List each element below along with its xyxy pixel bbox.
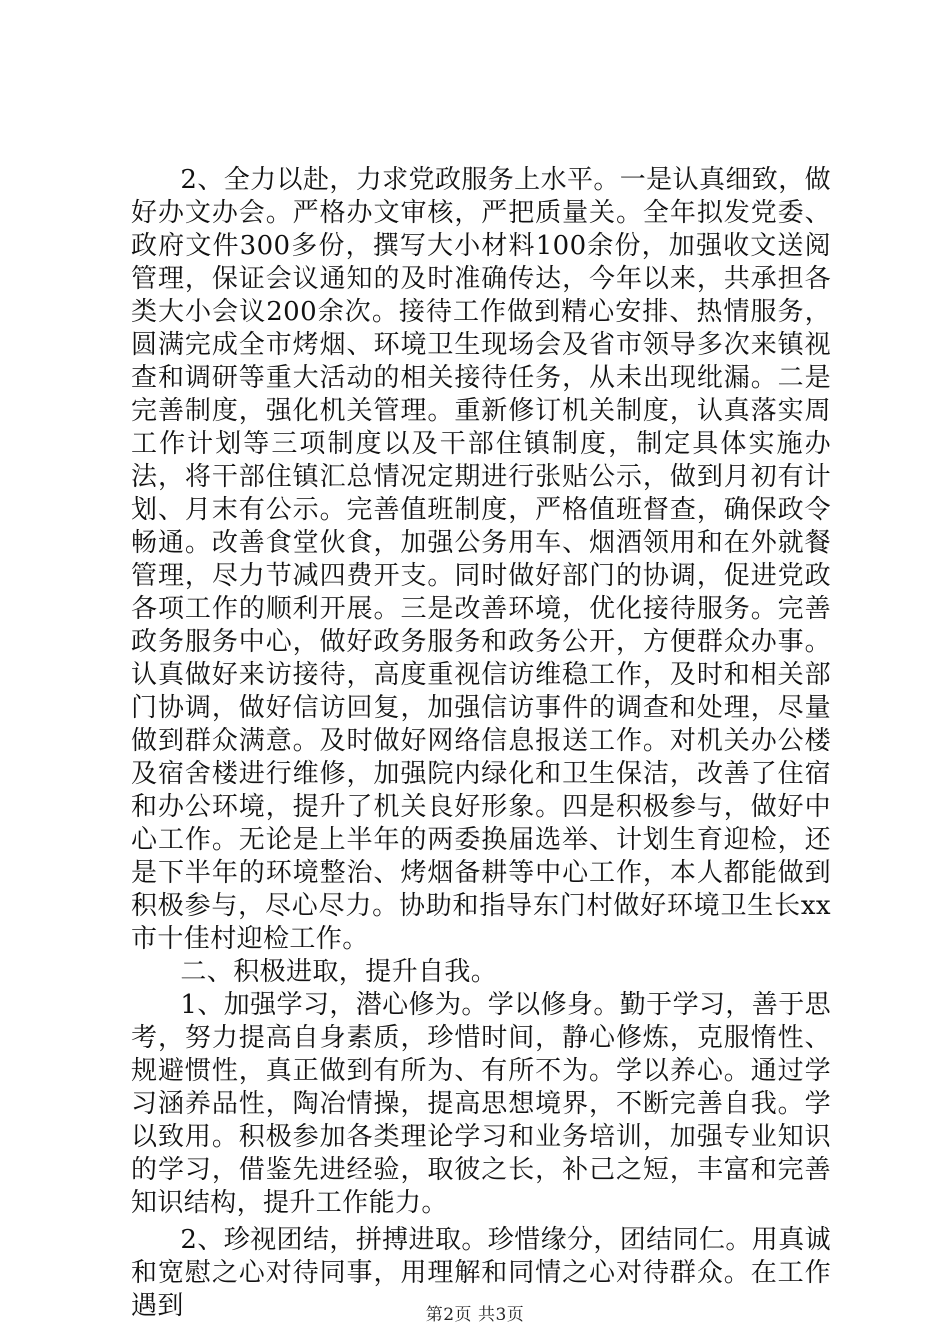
paragraph-section-heading: 二、积极进取，提升自我。 bbox=[180, 957, 498, 987]
paragraph-study: 1、加强学习，潜心修为。学以修身。勤于学习，善于思考，努力提高自身素质，珍惜时间，静心修炼，克服惰性、规避惯性，真正做到有所为、有所不为。学以养心。通过学习涵养品性，陶冶情操，提高思想境界，不断完善自我。学以致用。积极参加各类理论学习和业务培训，加强专业知识的学习，借鉴先进经验，取彼之长，补己之短，丰富和完善知识结构，提升工作能力。 bbox=[131, 990, 831, 1218]
document-body bbox=[131, 164, 831, 1323]
paragraph-service-work: 2、全力以赴，力求党政服务上水平。一是认真细致，做好办文办会。严格办文审核，严把质量关。全年拟发党委、政府文件300多份，撰写大小材料100余份，加强收文送阅管理，保证会议通知的及时准确传达，今年以来，共承担各类大小会议200余次。接待工作做到精心安排、热情服务，圆满完成全市烤烟、环境卫生现场会及省市领导多次来镇视查和调研等重大活动的相关接待任务，从未出现纰漏。二是完善制度，强化机关管理。重新修订机关制度，认真落实周工作计划等三项制度以及干部住镇制度，制定具体实施办法，将干部住镇汇总情况定期进行张贴公示，做到月初有计划、月末有公示。完善值班制度，严格值班督查，确保政令畅通。改善食堂伙食，加强公务用车、烟酒领用和在外就餐管理，尽力节减四费开支。同时做好部门的协调，促进党政各项工作的顺利开展。三是改善环境，优化接待服务。完善政务服务中心，做好政务服务和政务公开，方便群众办事。认真做好来访接待，高度重视信访维稳工作，及时和相关部门协调，做好信访回复，加强信访事件的调查和处理，尽量做到群众满意。及时做好网络信息报送工作。对机关办公楼及宿舍楼进行维修，加强院内绿化和卫生保洁，改善了住宿和办公环境，提升了机关良好形象。四是积极参与，做好中心工作。无论是上半年的两委换届选举、计划生育迎检，还是下半年的环境整治、烤烟备耕等中心工作，本人都能做到积极参与，尽心尽力。协助和指导东门村做好环境卫生长xx市十佳村迎检工作。 bbox=[131, 165, 831, 954]
paragraph-unity: 2、珍视团结，拼搏进取。珍惜缘分，团结同仁。用真诚和宽慰之心对待同事，用理解和同情之心对待群众。在工作遇到 bbox=[131, 1225, 831, 1321]
page-footer: 第2页 共3页 bbox=[425, 1305, 525, 1325]
